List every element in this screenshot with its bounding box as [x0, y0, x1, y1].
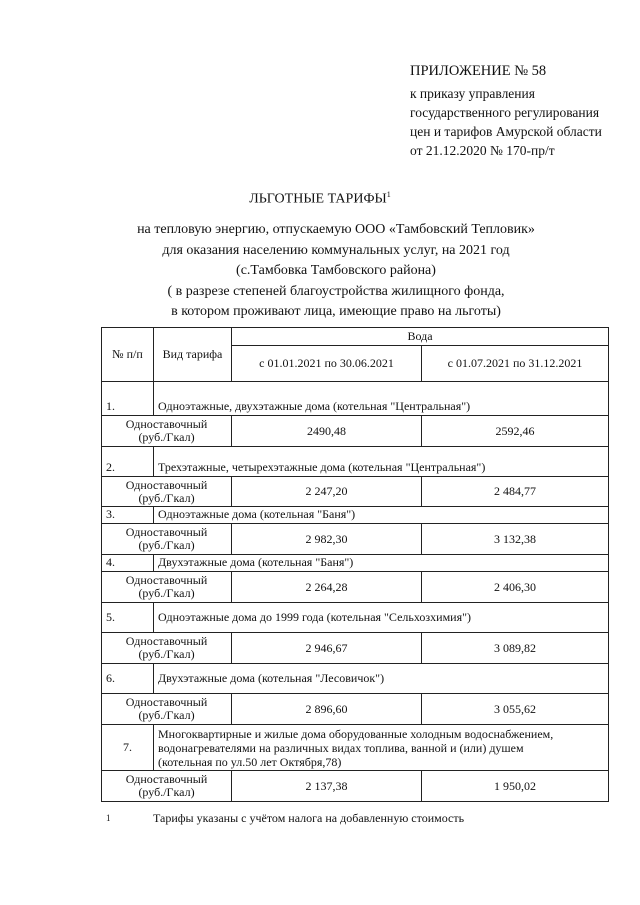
subtitle-line: (с.Тамбовка Тамбовского района) [236, 263, 436, 278]
appendix-header [410, 62, 602, 160]
tariff-value-1: 2 137,38 [232, 771, 422, 802]
tariff-value-1: 2 264,28 [232, 572, 422, 603]
tariff-value-2: 3 089,82 [422, 633, 609, 664]
title-text: ЛЬГОТНЫЕ ТАРИФЫ [249, 191, 387, 207]
section-name: Одноэтажные дома (котельная "Баня") [154, 507, 609, 524]
tariff-unit: (руб./Гкал) [138, 647, 195, 661]
tariff-value-2: 1 950,02 [422, 771, 609, 802]
appendix-number: ПРИЛОЖЕНИЕ № 58 [410, 63, 547, 79]
section-number: 6. [102, 664, 154, 694]
section-name: Одноэтажные, двухэтажные дома (котельная "Центральная") [154, 382, 609, 416]
tariff-value-1: 2 896,60 [232, 694, 422, 725]
section-row [102, 664, 609, 694]
col-header-period-1: с 01.01.2021 по 30.06.2021 [232, 346, 422, 382]
section-number: 3. [102, 507, 154, 524]
tariff-label-line: Одноставочный [125, 695, 208, 709]
section-number: 4. [102, 555, 154, 572]
section-row [102, 382, 609, 416]
tariff-label-line: Одноставочный [125, 417, 208, 431]
section-row [102, 603, 609, 633]
section-row [102, 507, 609, 524]
section-row [102, 555, 609, 572]
tariff-label [102, 694, 232, 725]
section-name: Трехэтажные, четырехэтажные дома (котельная "Центральная") [154, 447, 609, 477]
col-header-num: № п/п [102, 328, 154, 382]
tariff-unit: (руб./Гкал) [138, 708, 195, 722]
header-line: от 21.12.2020 № 170-пр/т [410, 143, 555, 158]
section-name: Двухэтажные дома (котельная "Лесовичок") [154, 664, 609, 694]
subtitle-line: на тепловую энергию, отпускаемую ООО «Тамбовский Тепловик» [137, 222, 535, 237]
tariff-unit: (руб./Гкал) [138, 785, 195, 799]
tariff-label-line: Одноставочный [125, 573, 208, 587]
footnote-text: Тарифы указаны с учётом налога на добавленную стоимость [153, 811, 465, 825]
section-name [154, 725, 609, 771]
table-row [102, 416, 609, 447]
section-name-line: (котельная по ул.50 лет Октября,78) [158, 754, 342, 769]
tariff-unit: (руб./Гкал) [138, 430, 195, 444]
subtitle-line: в котором проживают лица, имеющие право на льготы) [171, 304, 501, 319]
tariff-value-1: 2 982,30 [232, 524, 422, 555]
table-header-row [102, 328, 609, 346]
header-line: к приказу управления [410, 86, 535, 101]
tariff-unit: (руб./Гкал) [138, 586, 195, 600]
section-number: 1. [102, 382, 154, 416]
tariff-value-2: 3 132,38 [422, 524, 609, 555]
document-title [0, 190, 640, 208]
tariff-value-2: 2 484,77 [422, 477, 609, 507]
section-number: 5. [102, 603, 154, 633]
section-number: 2. [102, 447, 154, 477]
table-row [102, 771, 609, 802]
tariff-label-line: Одноставочный [125, 634, 208, 648]
tariff-label-line: Одноставочный [125, 477, 208, 492]
title-footnote-mark: 1 [386, 190, 391, 199]
tariff-label [102, 771, 232, 802]
tariff-value-1: 2490,48 [232, 416, 422, 447]
table-row [102, 572, 609, 603]
tariff-value-2: 2 406,30 [422, 572, 609, 603]
section-name-line: водонагревателями на различных видах топлива, ванной и (или) душем [158, 740, 524, 755]
footnote-mark: 1 [106, 813, 111, 823]
subtitle-line: для оказания населению коммунальных услуг, на 2021 год [162, 242, 510, 258]
table-row [102, 694, 609, 725]
table-row [102, 524, 609, 555]
tariff-label [102, 633, 232, 664]
section-name: Одноэтажные дома до 1999 года (котельная "Сельхозхимия") [154, 603, 609, 633]
section-number: 7. [102, 725, 154, 771]
tariff-value-2: 3 055,62 [422, 694, 609, 725]
tariff-unit: (руб./Гкал) [138, 490, 195, 505]
section-row [102, 447, 609, 477]
subtitle-line: ( в разрезе степеней благоустройства жилищного фонда, [167, 283, 505, 299]
tariff-value-1: 2 247,20 [232, 477, 422, 507]
table-row [102, 477, 609, 507]
tariff-label-line: Одноставочный [125, 772, 208, 786]
section-row [102, 725, 609, 771]
tariff-unit: (руб./Гкал) [138, 538, 195, 552]
document-subtitle [0, 220, 640, 323]
section-name-line: Многоквартирные и жилые дома оборудованные холодным водоснабжением, [158, 726, 554, 741]
col-header-period-2: с 01.07.2021 по 31.12.2021 [422, 346, 609, 382]
col-header-group: Вода [232, 328, 609, 346]
tariff-table [101, 327, 609, 802]
tariff-value-1: 2 946,67 [232, 633, 422, 664]
tariff-label [102, 477, 232, 507]
tariff-value-2: 2592,46 [422, 416, 609, 447]
header-line: государственного регулирования [410, 105, 600, 120]
header-line: цен и тарифов Амурской области [410, 124, 602, 139]
tariff-label [102, 572, 232, 603]
col-header-type: Вид тарифа [154, 328, 232, 382]
table-row [102, 633, 609, 664]
section-name: Двухэтажные дома (котельная "Баня") [154, 555, 609, 572]
tariff-label [102, 524, 232, 555]
tariff-label-line: Одноставочный [125, 525, 208, 539]
tariff-label [102, 416, 232, 447]
